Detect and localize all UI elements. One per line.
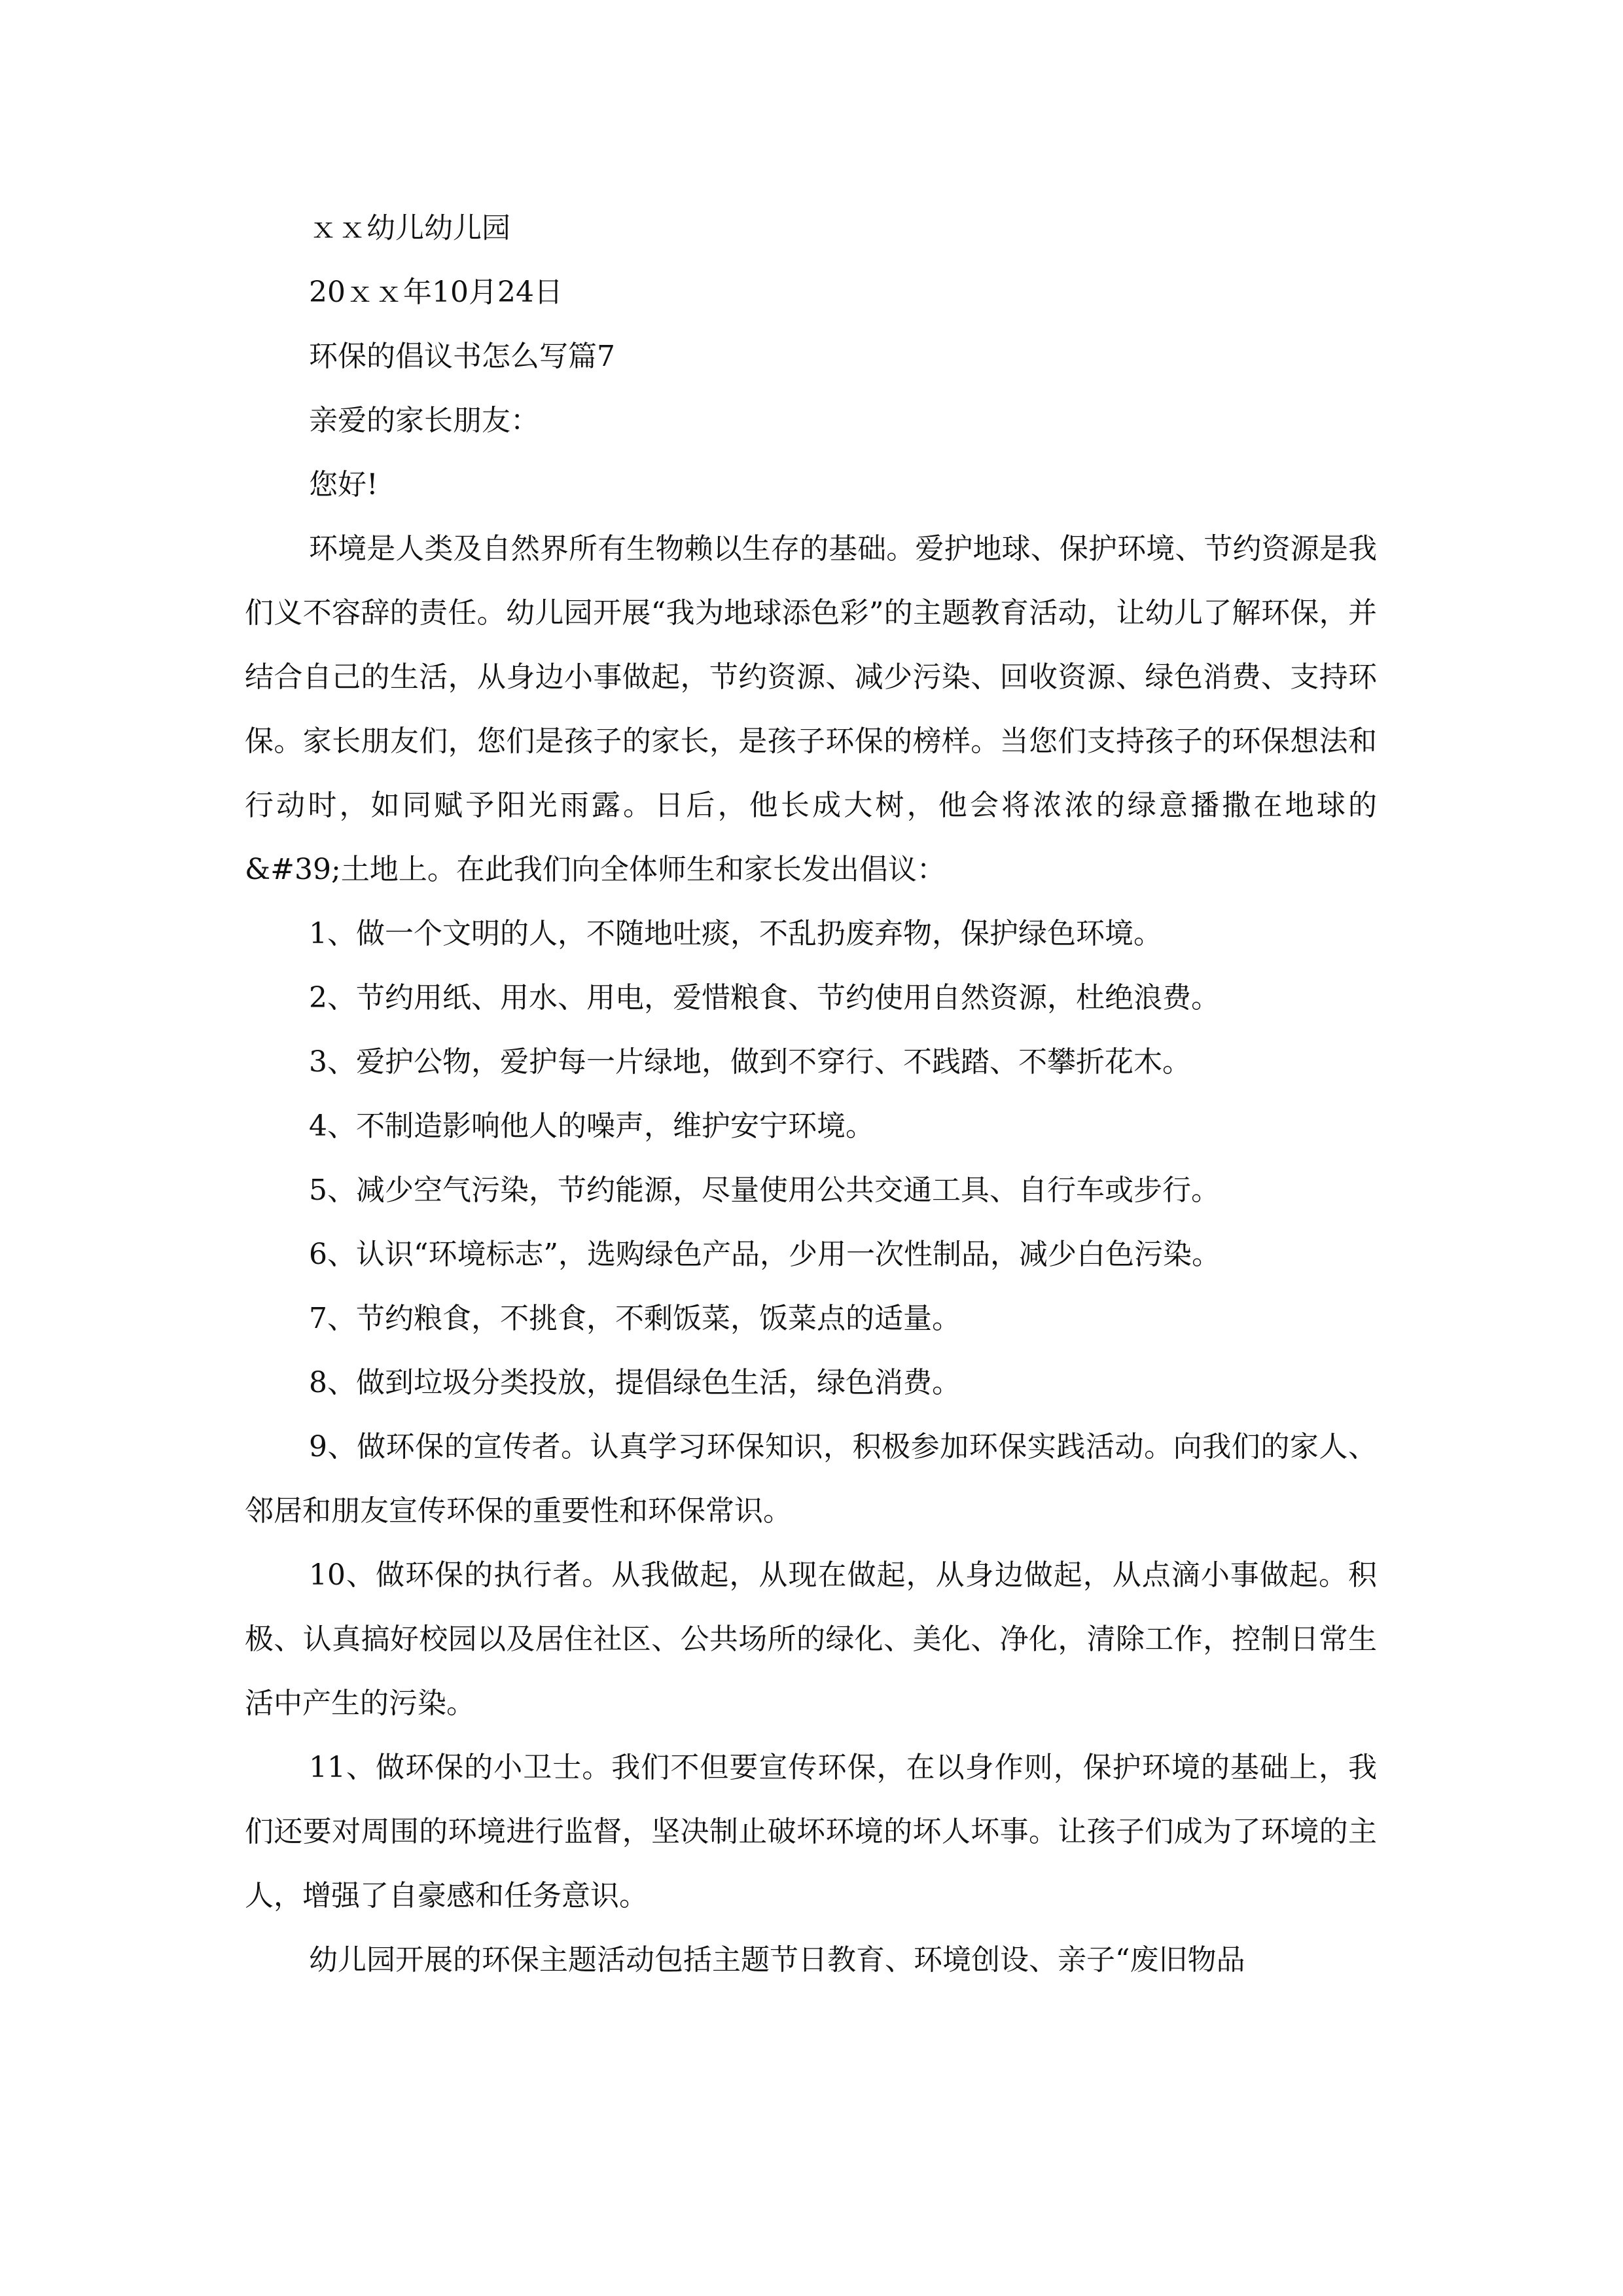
proposal-item-7: 7、节约粮食，不挑食，不剩饭菜，饭菜点的适量。 [309, 1302, 961, 1335]
signature-date: 20ｘｘ年10月24日 [309, 276, 563, 309]
intro-paragraph: 环境是人类及自然界所有生物赖以生存的基础。爱护地球、保护环境、节约资源是我们义不容辞的责任。幼儿园开展“我为地球添色彩”的主题教育活动，让幼儿了解环保，并结合自己的生活，从身边小事做起，节约资源、减少污染、回收资源、绿色消费、支持环保。家长朋友们，您们是孩子的家长，是孩子环保的榜样。当您们支持孩子的环保想法和行动时，如同赋予阳光雨露。日后，他长成大树，他会将浓浓的绿意播撒在地球的&#39;土地上。在此我们向全体师生和家长发出倡议： [245, 532, 1377, 886]
proposal-item-3: 3、爱护公物，爱护每一片绿地，做到不穿行、不践踏、不攀折花木。 [309, 1045, 1191, 1079]
proposal-item-6: 6、认识“环境标志”，选购绿色产品，少用一次性制品，减少白色污染。 [309, 1238, 1221, 1271]
salutation: 亲爱的家长朋友： [309, 404, 539, 437]
document-body [245, 196, 1377, 1992]
proposal-item-2: 2、节约用纸、用水、用电，爱惜粮食、节约使用自然资源，杜绝浪费。 [309, 981, 1220, 1014]
greeting: 您好! [309, 468, 378, 501]
proposal-item-4: 4、不制造影响他人的噪声，维护安宁环境。 [309, 1109, 874, 1143]
proposal-item-9: 9、做环保的宣传者。认真学习环保知识，积极参加环保实践活动。向我们的家人、邻居和朋友宣传环保的重要性和环保常识。 [245, 1430, 1377, 1528]
signature-org: ｘｘ幼儿幼儿园 [309, 211, 510, 245]
proposal-item-11: 11、做环保的小卫士。我们不但要宣传环保，在以身作则，保护环境的基础上，我们还要对周围的环境进行监督，坚决制止破坏环境的坏人坏事。让孩子们成为了环境的主人，增强了自豪感和任务意识。 [245, 1751, 1377, 1912]
proposal-item-1: 1、做一个文明的人，不随地吐痰，不乱扔废弃物，保护绿色环境。 [309, 917, 1162, 950]
proposal-item-5: 5、减少空气污染，节约能源，尽量使用公共交通工具、自行车或步行。 [309, 1174, 1220, 1207]
section-title: 环保的倡议书怎么写篇7 [309, 340, 615, 373]
proposal-item-10: 10、做环保的执行者。从我做起，从现在做起，从身边做起，从点滴小事做起。积极、认真搞好校园以及居住社区、公共场所的绿化、美化、净化，清除工作，控制日常生活中产生的污染。 [245, 1558, 1377, 1720]
closing-paragraph: 幼儿园开展的环保主题活动包括主题节日教育、环境创设、亲子“废旧物品 [309, 1943, 1245, 1977]
proposal-item-8: 8、做到垃圾分类投放，提倡绿色生活，绿色消费。 [309, 1366, 961, 1399]
